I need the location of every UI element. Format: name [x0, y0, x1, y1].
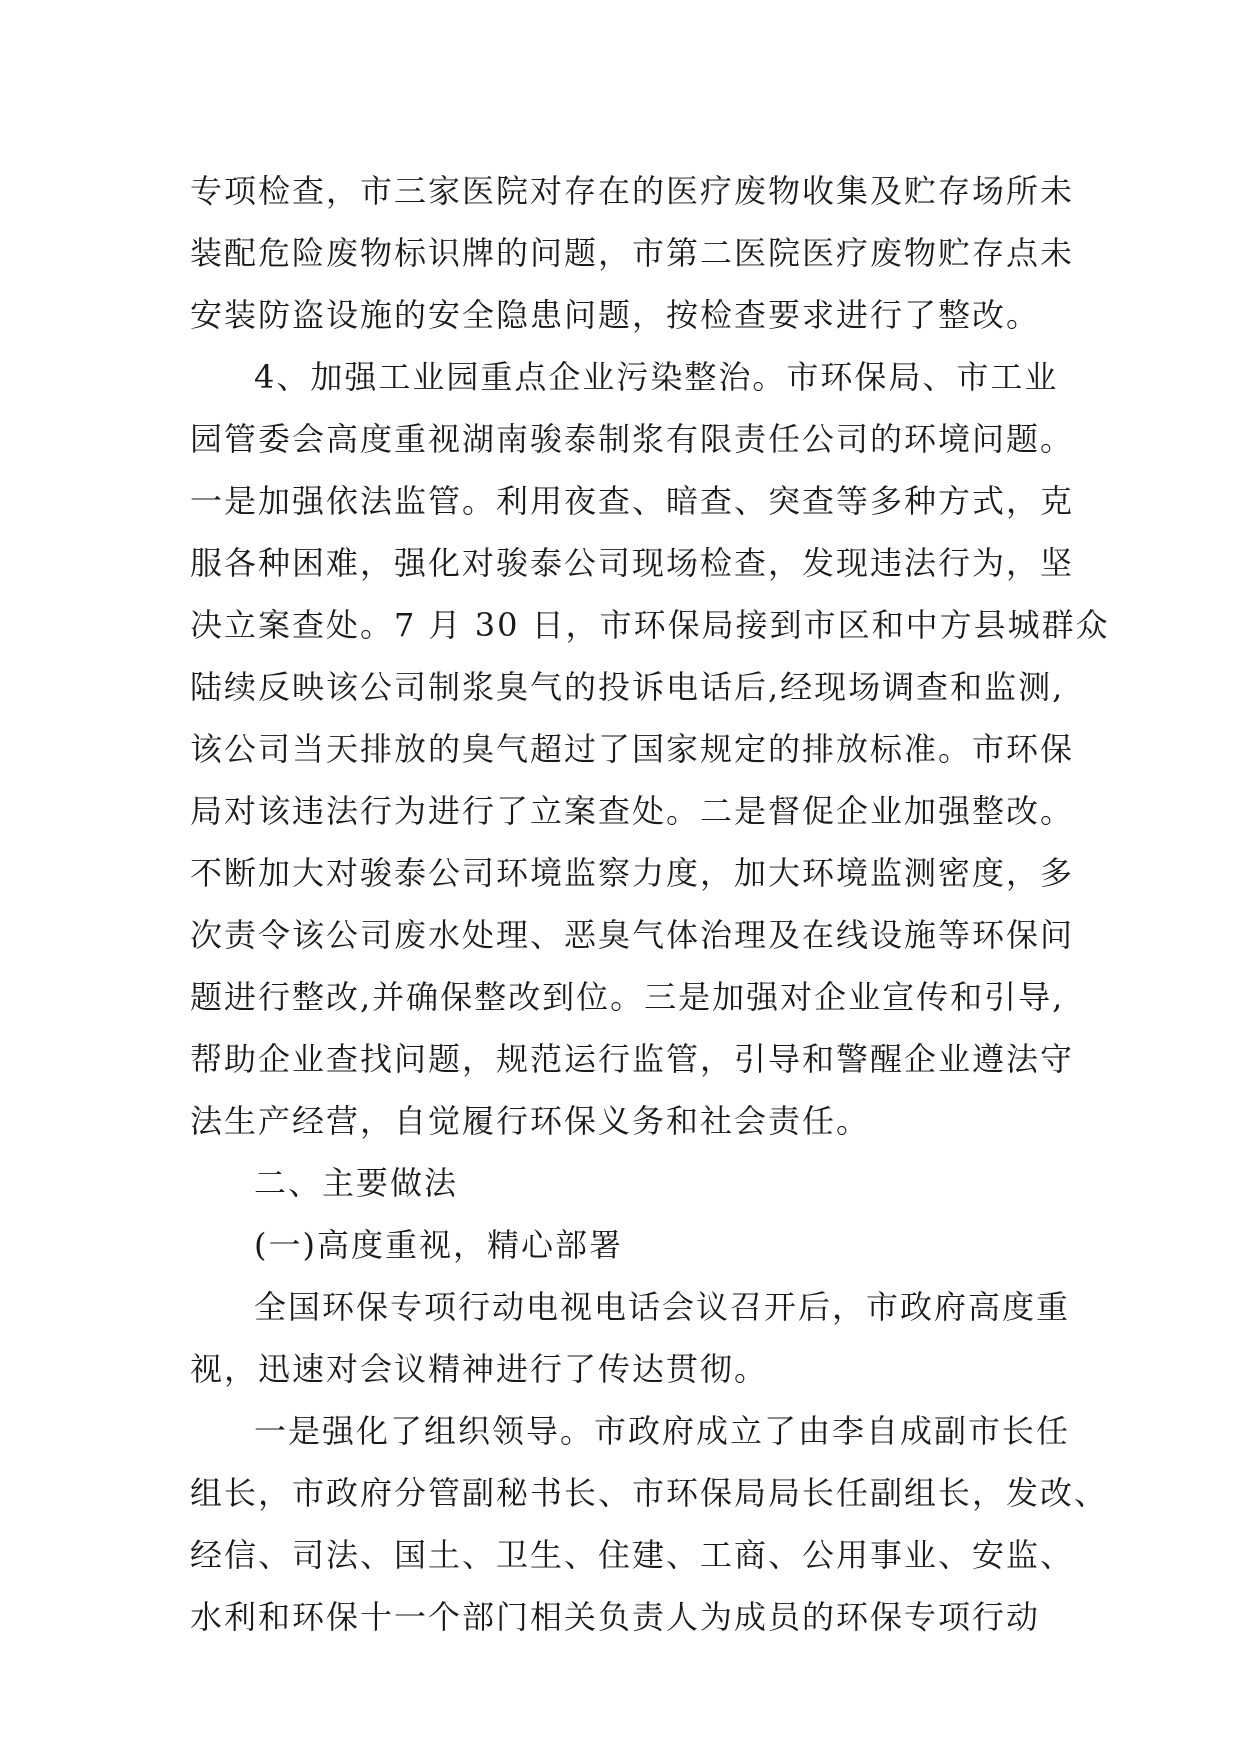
text-line: 决立案查处。7 月 30 日，市环保局接到市区和中方县城群众 — [190, 606, 1110, 644]
subsection-heading: (一)高度重视，精心部署 — [254, 1226, 623, 1264]
text-line: 题进行整改,并确保整改到位。三是加强对企业宣传和引导, — [190, 978, 1065, 1016]
text-line: 园管委会高度重视湖南骏泰制浆有限责任公司的环境问题。 — [190, 420, 1075, 458]
paragraph-start-line: 全国环保专项行动电视电话会议召开后，市政府高度重 — [254, 1288, 1071, 1326]
text-line: 专项检查，市三家医院对存在的医疗废物收集及贮存场所未 — [190, 172, 1075, 210]
text-line: 该公司当天排放的臭气超过了国家规定的排放标准。市环保 — [190, 730, 1075, 768]
document-body — [190, 160, 1110, 1648]
text-line: 次责令该公司废水处理、恶臭气体治理及在线设施等环保问 — [190, 916, 1075, 954]
text-line: 经信、司法、国土、卫生、住建、工商、公用事业、安监、 — [190, 1536, 1075, 1574]
text-line: 局对该违法行为进行了立案查处。二是督促企业加强整改。 — [190, 792, 1075, 830]
text-line: 陆续反映该公司制浆臭气的投诉电话后,经现场调查和监测, — [190, 668, 1065, 706]
text-line: 服各种困难，强化对骏泰公司现场检查，发现违法行为，坚 — [190, 544, 1075, 582]
text-line: 安装防盗设施的安全隐患问题，按检查要求进行了整改。 — [190, 296, 1041, 334]
text-line: 帮助企业查找问题，规范运行监管，引导和警醒企业遵法守 — [190, 1040, 1075, 1078]
text-line: 水利和环保十一个部门相关负责人为成员的环保专项行动 — [190, 1598, 1041, 1636]
text-line: 法生产经营，自觉履行环保义务和社会责任。 — [190, 1102, 871, 1140]
paragraph-start-line: 4、加强工业园重点企业污染整治。市环保局、市工业 — [254, 358, 1059, 396]
text-line: 装配危险废物标识牌的问题，市第二医院医疗废物贮存点未 — [190, 234, 1075, 272]
text-line: 组长，市政府分管副秘书长、市环保局局长任副组长，发改、 — [190, 1474, 1109, 1512]
text-line: 一是加强依法监管。利用夜查、暗查、突查等多种方式，克 — [190, 482, 1075, 520]
text-line: 不断加大对骏泰公司环境监察力度，加大环境监测密度，多 — [190, 854, 1075, 892]
text-line: 视，迅速对会议精神进行了传达贯彻。 — [190, 1350, 769, 1388]
paragraph-start-line: 一是强化了组织领导。市政府成立了由李自成副市长任 — [254, 1412, 1071, 1450]
section-heading: 二、主要做法 — [254, 1164, 459, 1202]
